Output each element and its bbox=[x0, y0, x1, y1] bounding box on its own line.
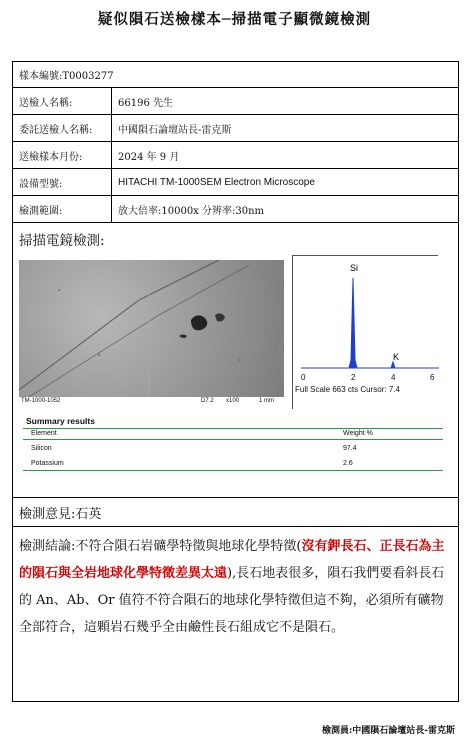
summary-element: Silicon bbox=[31, 445, 52, 452]
eds-peaks bbox=[301, 278, 439, 368]
equipment-row bbox=[13, 169, 458, 196]
client-value: 中國隕石論壇站長-雷克斯 bbox=[118, 124, 232, 136]
summary-weight: 2.6 bbox=[343, 460, 353, 467]
month-row bbox=[13, 142, 458, 169]
conclusion-suffix: ), bbox=[227, 566, 237, 581]
submitter-value: 66196 先生 bbox=[118, 97, 173, 109]
sem-scale-bar-label: 1 mm bbox=[259, 398, 274, 404]
summary-row bbox=[23, 456, 443, 471]
axis-tick: 0 bbox=[301, 373, 306, 382]
range-row bbox=[13, 196, 458, 223]
summary-results bbox=[23, 416, 443, 471]
month-label: 送檢樣本月份: bbox=[13, 142, 112, 168]
summary-header-row bbox=[23, 426, 443, 441]
k-peak-label: K bbox=[393, 352, 400, 362]
equipment-value: HITACHI TM-1000SEM Electron Microscope bbox=[118, 176, 315, 188]
client-row bbox=[13, 115, 458, 142]
sample-number-row bbox=[13, 62, 458, 88]
sem-section bbox=[13, 223, 458, 498]
conclusion-prefix: 檢測結論:不符合隕石岩礦學特徵與地球化學特徵( bbox=[19, 539, 302, 554]
submitter-label: 送檢人名稱: bbox=[13, 88, 112, 114]
equipment-label: 設備型號: bbox=[13, 169, 112, 195]
sem-micrograph-texture bbox=[19, 260, 284, 397]
summary-row bbox=[23, 441, 443, 456]
eds-spectrum bbox=[292, 255, 438, 409]
range-value: 放大倍率:10000x 分辨率:30nm bbox=[118, 205, 265, 217]
sem-heading: 掃描電鏡檢測: bbox=[19, 233, 105, 249]
sem-working-distance: D7.2 bbox=[201, 398, 214, 404]
sem-image-id: TM-1000-1052 bbox=[21, 398, 61, 404]
client-label: 委託送檢人名稱: bbox=[13, 115, 112, 141]
test-opinion: 檢測意見:石英 bbox=[13, 498, 458, 527]
inspector-signature: 檢測員:中國隕石論壇站長-雷克斯 bbox=[321, 726, 455, 736]
eds-axis bbox=[293, 372, 439, 383]
sem-magnification: x100 bbox=[226, 398, 240, 404]
page-title: 疑似隕石送檢樣本─掃描電子顯微鏡檢測 bbox=[97, 11, 372, 28]
conclusion-highlight: 沒有鉀長石、正長石為主的隕石與全岩地球化學特徵差異太遠 bbox=[19, 539, 445, 581]
month-value: 2024 年 9 月 bbox=[118, 151, 180, 163]
submitter-row bbox=[13, 88, 458, 115]
sample-number: 樣本編號:T0003277 bbox=[19, 71, 114, 82]
conclusion-body: 長石地表很多，隕石我們要看斜長石的 An、Ab、Or 值符不符合隕石的地球化學特徵但這不夠，必須所有礦物全部符合，這顆岩石幾乎全由鹼性長石組成它不是隕石。 bbox=[19, 566, 445, 635]
summary-weight: 97.4 bbox=[343, 445, 357, 452]
si-peak-label: Si bbox=[350, 263, 359, 273]
axis-tick: 2 bbox=[351, 373, 356, 382]
summary-header-weight: Weight % bbox=[343, 430, 373, 437]
test-conclusion bbox=[13, 527, 458, 701]
summary-title: Summary results bbox=[26, 416, 95, 426]
report-table bbox=[12, 61, 459, 702]
range-label: 檢測範圍: bbox=[13, 196, 112, 222]
summary-element: Potassium bbox=[31, 460, 64, 467]
eds-scale-text: Full Scale 663 cts Cursor: 7.4 bbox=[295, 385, 400, 394]
eds-scale-bar bbox=[293, 383, 439, 410]
sem-micrograph bbox=[19, 260, 284, 397]
axis-tick: 4 bbox=[391, 373, 396, 382]
sem-image-footer bbox=[19, 397, 284, 408]
axis-tick: 6 bbox=[430, 373, 435, 382]
eds-spectrum-plot bbox=[293, 256, 439, 372]
summary-header-element: Element bbox=[31, 430, 57, 437]
eds-spectrum-svg bbox=[293, 256, 439, 372]
